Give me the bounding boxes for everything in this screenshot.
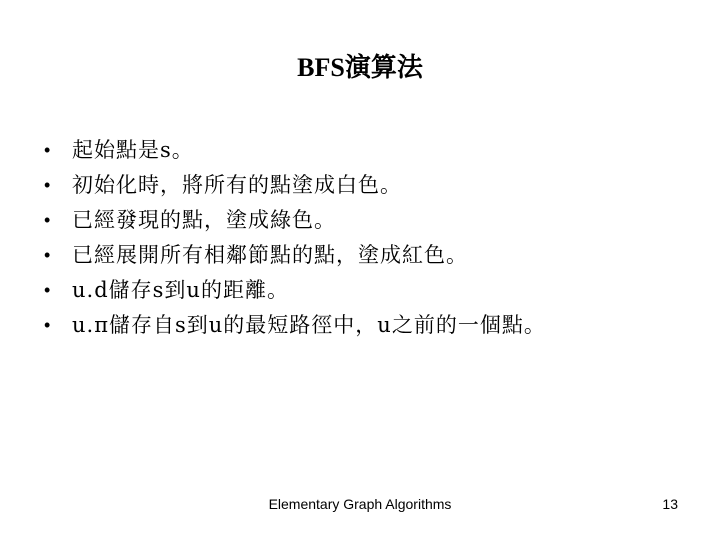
bullet-dot-icon: • (44, 140, 51, 160)
bullet-item (44, 238, 704, 273)
bullet-item (44, 273, 704, 308)
bullet-dot-icon: • (44, 315, 51, 335)
bullet-text: 初始化時，將所有的點塗成白色。 (72, 173, 402, 197)
bullet-item (44, 133, 704, 168)
bullet-dot-icon: • (44, 280, 51, 300)
page-number: 13 (662, 496, 678, 512)
bullet-dot-icon: • (44, 175, 51, 195)
slide-title: BFS演算法 (297, 53, 423, 82)
bullet-item (44, 308, 704, 343)
footer-text: Elementary Graph Algorithms (268, 496, 452, 512)
bullet-item (44, 203, 704, 238)
bullet-list (44, 133, 704, 343)
bullet-text: 已經發現的點，塗成綠色。 (72, 208, 336, 232)
bullet-text: u.π儲存自s到u的最短路徑中，u之前的一個點。 (72, 313, 546, 337)
bullet-text: 起始點是s。 (72, 138, 194, 162)
bullet-dot-icon: • (44, 245, 51, 265)
bullet-dot-icon: • (44, 210, 51, 230)
bullet-text: 已經展開所有相鄰節點的點，塗成紅色。 (72, 243, 468, 267)
bullet-text: u.d儲存s到u的距離。 (72, 278, 289, 302)
bullet-item (44, 168, 704, 203)
